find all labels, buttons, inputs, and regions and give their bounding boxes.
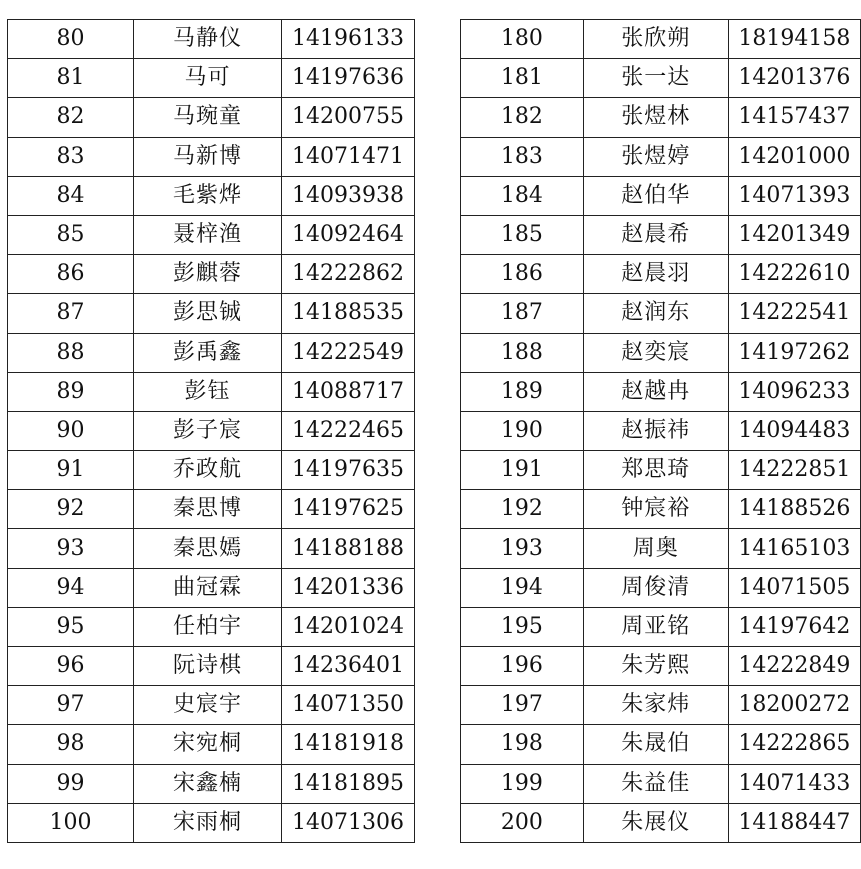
table-row (461, 568, 861, 607)
table-row (8, 607, 415, 646)
row-number-cell: 83 (8, 137, 134, 176)
row-number-cell: 200 (461, 803, 584, 842)
table-row (461, 333, 861, 372)
table-row (8, 59, 415, 98)
table-row (8, 98, 415, 137)
student-id-cell: 14181895 (282, 764, 415, 803)
student-id-cell: 14222849 (728, 647, 860, 686)
row-number-cell: 195 (461, 607, 584, 646)
table-row (461, 20, 861, 59)
student-name-cell: 秦思博 (134, 490, 282, 529)
student-id-cell: 18194158 (728, 20, 860, 59)
row-number-cell: 97 (8, 686, 134, 725)
row-number-cell: 184 (461, 176, 584, 215)
student-id-cell: 14222610 (728, 255, 860, 294)
student-name-cell: 宋宛桐 (134, 725, 282, 764)
table-row (461, 647, 861, 686)
student-id-cell: 14093938 (282, 176, 415, 215)
student-name-cell: 彭钰 (134, 372, 282, 411)
student-name-cell: 赵润东 (583, 294, 728, 333)
table-row (461, 451, 861, 490)
student-name-cell: 张一达 (583, 59, 728, 98)
table-row (8, 255, 415, 294)
table-row (461, 764, 861, 803)
table-row (461, 59, 861, 98)
row-number-cell: 89 (8, 372, 134, 411)
table-row (461, 803, 861, 842)
table-row (8, 137, 415, 176)
student-id-cell: 14071471 (282, 137, 415, 176)
row-number-cell: 93 (8, 529, 134, 568)
student-id-cell: 14196133 (282, 20, 415, 59)
student-id-cell: 14197635 (282, 451, 415, 490)
student-name-cell: 阮诗棋 (134, 647, 282, 686)
student-name-cell: 朱家炜 (583, 686, 728, 725)
student-id-cell: 14088717 (282, 372, 415, 411)
table-row (461, 176, 861, 215)
row-number-cell: 96 (8, 647, 134, 686)
student-id-cell: 14157437 (728, 98, 860, 137)
row-number-cell: 98 (8, 725, 134, 764)
student-id-cell: 14096233 (728, 372, 860, 411)
row-number-cell: 92 (8, 490, 134, 529)
student-id-cell: 14222851 (728, 451, 860, 490)
student-id-cell: 14181918 (282, 725, 415, 764)
table-row (461, 686, 861, 725)
student-name-cell: 赵振祎 (583, 411, 728, 450)
student-name-cell: 马静仪 (134, 20, 282, 59)
student-id-cell: 14201349 (728, 215, 860, 254)
table-row (8, 20, 415, 59)
row-number-cell: 94 (8, 568, 134, 607)
student-id-cell: 14236401 (282, 647, 415, 686)
row-number-cell: 193 (461, 529, 584, 568)
student-name-cell: 史宸宇 (134, 686, 282, 725)
table-row (461, 607, 861, 646)
student-name-cell: 郑思琦 (583, 451, 728, 490)
row-number-cell: 186 (461, 255, 584, 294)
table-row (461, 490, 861, 529)
row-number-cell: 182 (461, 98, 584, 137)
student-id-cell: 14188535 (282, 294, 415, 333)
row-number-cell: 84 (8, 176, 134, 215)
student-id-cell: 14188447 (728, 803, 860, 842)
student-name-cell: 周亚铭 (583, 607, 728, 646)
student-name-cell: 乔政航 (134, 451, 282, 490)
student-id-cell: 14071350 (282, 686, 415, 725)
row-number-cell: 87 (8, 294, 134, 333)
student-id-cell: 14222465 (282, 411, 415, 450)
student-id-cell: 14188188 (282, 529, 415, 568)
row-number-cell: 88 (8, 333, 134, 372)
student-name-cell: 聂梓渔 (134, 215, 282, 254)
table-row (8, 411, 415, 450)
row-number-cell: 187 (461, 294, 584, 333)
student-name-cell: 赵伯华 (583, 176, 728, 215)
row-number-cell: 82 (8, 98, 134, 137)
table-row (461, 137, 861, 176)
table-row (461, 255, 861, 294)
row-number-cell: 199 (461, 764, 584, 803)
student-name-cell: 马新博 (134, 137, 282, 176)
table-row (8, 294, 415, 333)
student-id-cell: 14201000 (728, 137, 860, 176)
table-row (461, 294, 861, 333)
table-row (8, 372, 415, 411)
table-row (8, 686, 415, 725)
roster-table-body (461, 20, 861, 843)
student-name-cell: 任柏宇 (134, 607, 282, 646)
table-row (8, 725, 415, 764)
row-number-cell: 189 (461, 372, 584, 411)
student-name-cell: 赵越冉 (583, 372, 728, 411)
student-name-cell: 毛紫烨 (134, 176, 282, 215)
student-name-cell: 宋鑫楠 (134, 764, 282, 803)
student-id-cell: 14200755 (282, 98, 415, 137)
student-name-cell: 张煜林 (583, 98, 728, 137)
student-id-cell: 14197642 (728, 607, 860, 646)
student-name-cell: 周奥 (583, 529, 728, 568)
student-name-cell: 朱晟伯 (583, 725, 728, 764)
student-id-cell: 14222541 (728, 294, 860, 333)
row-number-cell: 181 (461, 59, 584, 98)
row-number-cell: 196 (461, 647, 584, 686)
student-id-cell: 14094483 (728, 411, 860, 450)
student-name-cell: 彭麒蓉 (134, 255, 282, 294)
row-number-cell: 191 (461, 451, 584, 490)
student-id-cell: 14222865 (728, 725, 860, 764)
student-name-cell: 赵奕宸 (583, 333, 728, 372)
row-number-cell: 95 (8, 607, 134, 646)
table-row (8, 176, 415, 215)
student-name-cell: 曲冠霖 (134, 568, 282, 607)
table-row (8, 803, 415, 842)
row-number-cell: 194 (461, 568, 584, 607)
table-row (461, 215, 861, 254)
table-row (8, 490, 415, 529)
student-id-cell: 14222862 (282, 255, 415, 294)
row-number-cell: 81 (8, 59, 134, 98)
student-name-cell: 彭子宸 (134, 411, 282, 450)
student-name-cell: 张欣朔 (583, 20, 728, 59)
table-row (461, 98, 861, 137)
roster-table-right (460, 19, 861, 843)
row-number-cell: 80 (8, 20, 134, 59)
student-name-cell: 朱益佳 (583, 764, 728, 803)
student-name-cell: 钟宸裕 (583, 490, 728, 529)
student-name-cell: 张煜婷 (583, 137, 728, 176)
student-name-cell: 朱芳熙 (583, 647, 728, 686)
student-id-cell: 14197636 (282, 59, 415, 98)
table-row (8, 215, 415, 254)
student-id-cell: 14071433 (728, 764, 860, 803)
row-number-cell: 192 (461, 490, 584, 529)
student-id-cell: 14071393 (728, 176, 860, 215)
student-name-cell: 朱展仪 (583, 803, 728, 842)
student-id-cell: 14201376 (728, 59, 860, 98)
student-id-cell: 14071505 (728, 568, 860, 607)
table-row (461, 372, 861, 411)
table-row (8, 647, 415, 686)
table-row (8, 529, 415, 568)
student-name-cell: 宋雨桐 (134, 803, 282, 842)
student-name-cell: 秦思嫣 (134, 529, 282, 568)
table-row (8, 568, 415, 607)
student-id-cell: 14197262 (728, 333, 860, 372)
table-row (461, 411, 861, 450)
row-number-cell: 100 (8, 803, 134, 842)
row-number-cell: 185 (461, 215, 584, 254)
row-number-cell: 86 (8, 255, 134, 294)
table-row (8, 333, 415, 372)
row-number-cell: 183 (461, 137, 584, 176)
table-row (8, 764, 415, 803)
table-row (8, 451, 415, 490)
row-number-cell: 198 (461, 725, 584, 764)
student-name-cell: 周俊清 (583, 568, 728, 607)
table-row (461, 529, 861, 568)
row-number-cell: 90 (8, 411, 134, 450)
student-name-cell: 彭思铖 (134, 294, 282, 333)
row-number-cell: 180 (461, 20, 584, 59)
student-id-cell: 14188526 (728, 490, 860, 529)
student-name-cell: 赵晨希 (583, 215, 728, 254)
student-name-cell: 赵晨羽 (583, 255, 728, 294)
student-id-cell: 14222549 (282, 333, 415, 372)
student-name-cell: 马可 (134, 59, 282, 98)
student-id-cell: 18200272 (728, 686, 860, 725)
row-number-cell: 85 (8, 215, 134, 254)
row-number-cell: 91 (8, 451, 134, 490)
row-number-cell: 190 (461, 411, 584, 450)
row-number-cell: 188 (461, 333, 584, 372)
student-id-cell: 14197625 (282, 490, 415, 529)
student-name-cell: 马琬童 (134, 98, 282, 137)
row-number-cell: 99 (8, 764, 134, 803)
student-name-cell: 彭禹鑫 (134, 333, 282, 372)
student-id-cell: 14201024 (282, 607, 415, 646)
student-id-cell: 14201336 (282, 568, 415, 607)
table-row (461, 725, 861, 764)
row-number-cell: 197 (461, 686, 584, 725)
student-id-cell: 14071306 (282, 803, 415, 842)
student-id-cell: 14165103 (728, 529, 860, 568)
roster-table-left (7, 19, 415, 843)
student-id-cell: 14092464 (282, 215, 415, 254)
roster-table-body (8, 20, 415, 843)
